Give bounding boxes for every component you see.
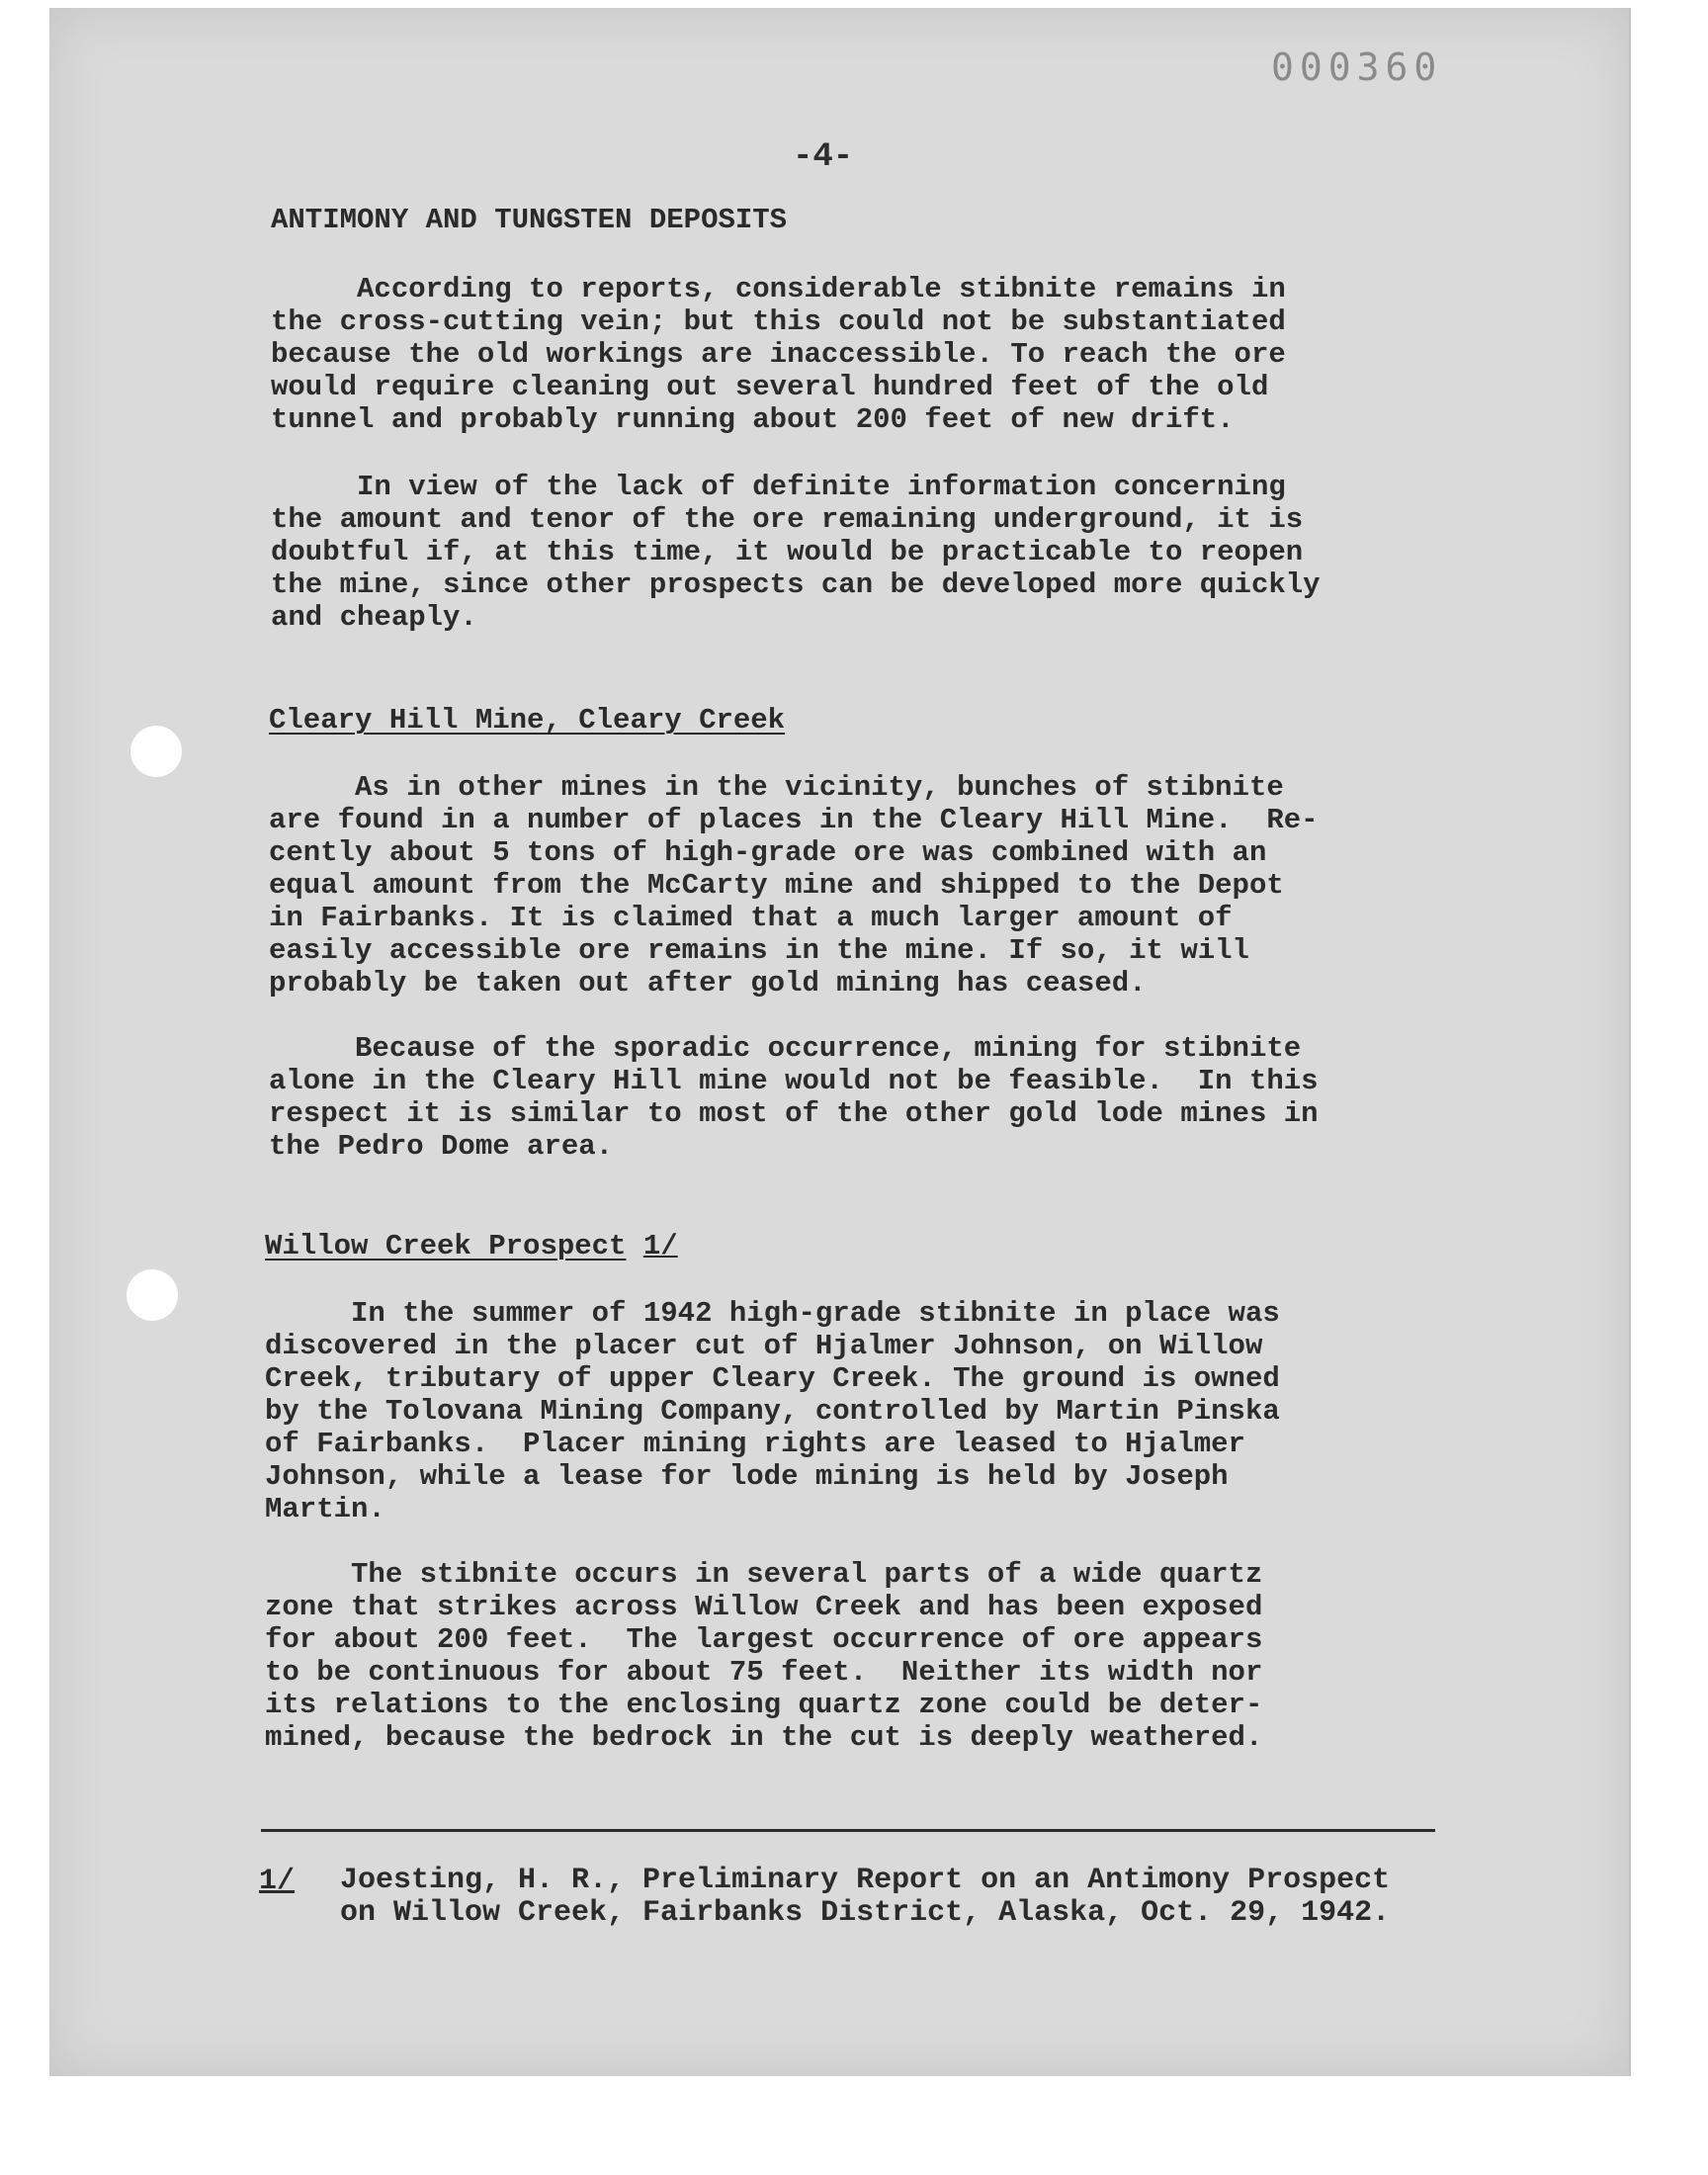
paragraph-1942-discovery: In the summer of 1942 high-grade stibnite in place was discovered in the placer cut of Hjalmer Johnson, on Willow Creek, tributary of upper Cleary Creek. The ground is owned by the Tolovana Mining Company, controlled by Martin Pinska of Fairbanks. Placer mining rights are leased to Hjalmer Johnson, while a lease for lode mining is held by Joseph Martin. — [265, 1297, 1280, 1525]
section-heading-willow-creek-prospect — [265, 1230, 678, 1262]
punch-hole-upper — [130, 726, 182, 777]
section-heading-antimony-tungsten: ANTIMONY AND TUNGSTEN DEPOSITS — [271, 204, 788, 236]
footnote-marker: 1/ — [259, 1865, 296, 1898]
section-heading-cleary-hill-mine: Cleary Hill Mine, Cleary Creek — [269, 704, 786, 737]
page-number: -4- — [793, 138, 854, 176]
paragraph-reopen-mine: In view of the lack of definite information concerning the amount and tenor of the ore remaining underground, it is doubtful if, at this time, it would be practicable to reopen the mine, since other prospects can be developed more quickly and cheaply. — [271, 471, 1321, 634]
paragraph-stibnite-cross-cutting-vein: According to reports, considerable stibnite remains in the cross-cutting vein; but this could not be substantiated because the old workings are inaccessible. To reach the ore would require cleaning out several hundred feet of the old tunnel and probably running about 200 feet of new drift. — [271, 273, 1286, 436]
willow-creek-heading-text: Willow Creek Prospect — [265, 1230, 627, 1262]
document-page — [49, 8, 1631, 2076]
paragraph-sporadic-occurrence: Because of the sporadic occurrence, mining for stibnite alone in the Cleary Hill mine would not be feasible. In this respect it is similar to most of the other gold lode mines in the Pedro Dome area. — [269, 1032, 1319, 1163]
paragraph-cleary-hill-stibnite: As in other mines in the vicinity, bunches of stibnite are found in a number of places in the Cleary Hill Mine. Re- cently about 5 tons of high-grade ore was combined with an equal amount from the McCarty mine and shipped to the Depot in Fairbanks. It is claimed that a much larger amount of easily accessible ore remains in the mine. If so, it will probably be taken out after gold mining has ceased. — [269, 771, 1319, 1000]
punch-hole-lower — [127, 1269, 178, 1321]
footnote-text: Joesting, H. R., Preliminary Report on an Antimony Prospect on Willow Creek, Fairbanks District, Alaska, Oct. 29, 1942. — [340, 1864, 1391, 1930]
document-number: 000360 — [1271, 45, 1443, 89]
paragraph-quartz-zone: The stibnite occurs in several parts of a wide quartz zone that strikes across Willow Creek and has been exposed for about 200 feet. The largest occurrence of ore appears to be continuous for about 75 feet. Neither its width nor its relations to the enclosing quartz zone could be deter- mined, because the bedrock in the cut is deeply weathered. — [265, 1558, 1263, 1754]
footnote-divider — [261, 1829, 1435, 1832]
footnote-reference: 1/ — [642, 1230, 678, 1262]
